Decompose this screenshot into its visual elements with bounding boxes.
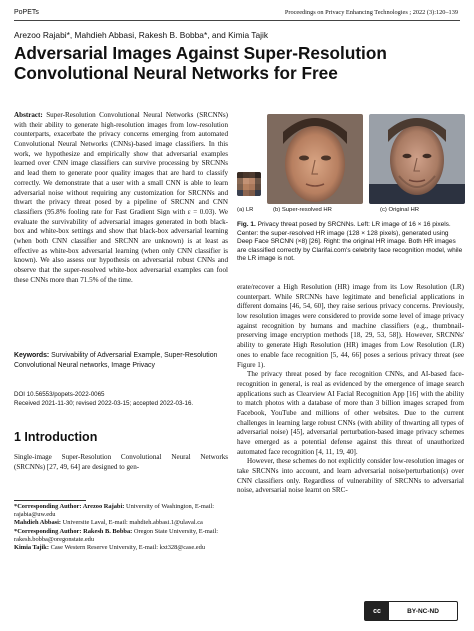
keywords-text: Survivability of Adversarial Example, Super-Resolution Convolutional Neural networks, Image Privacy	[14, 352, 218, 369]
original-face-image	[369, 114, 465, 204]
caption-label: Fig. 1.	[237, 221, 256, 228]
footnote-item	[14, 503, 228, 519]
journal-reference: Proceedings on Privacy Enhancing Technologies ; 2022 (3):120–139	[284, 9, 458, 16]
author-list: Arezoo Rajabi*, Mahdieh Abbasi, Rakesh B. Bobba*, and Kimia Tajik	[14, 30, 269, 40]
abstract-label: Abstract:	[14, 111, 43, 119]
super-resolved-face-image	[267, 114, 363, 204]
keywords	[14, 351, 228, 370]
body-paragraph: erate/recover a High Resolution (HR) image from its Low Resolution (LR) counterpart. While SRCNNs have legitimate and beneficial applications in different domains [46, 54, 60], they raise serious privacy concerns. Previously, low resolution images were considered to provide some level of image privacy against recognition by humans and machine classifiers (e.g., thumbnail-preserving image encryption methods [18, 29, 53, 58]). However, SRCNNs' ability to generate High Resolution (HR) images from Low Resolution (LR) ones to enable face recognition [5, 44, 66] poses a serious privacy threat (see Figure 1).	[237, 283, 464, 369]
footnote-affiliation: University of Washington, E-mail: rajabia@uw.edu	[14, 503, 215, 519]
abstract-text: Super-Resolution Convolutional Neural Networks (SRCNNs) with their ability to generate high-resolution images from low-resolution counterparts, exacerbate the privacy concerns emerging from automated Convolutional Neural Networks (CNNs)-based image classifiers. In this work, we hypothesize and empirically show that adversarial examples learned over CNN image classifiers can survive processing by SRCNNs and lead them to generate poor quality images that are hard to classify correctly. We demonstrate that a user with a small CNN is able to learn adversarial noise without requiring any customization for SRCNNs and thwart the privacy threat posed by a pipeline of SRCNN and CNN classifiers (95.8% fooling rate for Fast Gradient Sign with ε = 0.03). We evaluate the survivability of adversarial images generated in both black-box and white-box settings and show that black-box adversarial learning (when both CNN classifier and SRCNN are unknown) is at least as effective as white-box adversarial learning (when only CNN classifier is known). We also assess our hypothesis on adversarial robust CNNs and observe that the super-resolved white-box adversarial examples can fool these CNNs more than 71.5% of the time.	[14, 111, 228, 284]
section-heading-introduction: 1 Introduction	[14, 430, 98, 444]
body-paragraph: However, these schemes do not explicitly consider low-resolution images or take SRCNNs into account, and learn adversarial noise/perturbation(s) over CNN classifiers only. Regardless of vulnerability of SRCNNs to adversarial noise, adversarial noise learnt on SRC-	[237, 457, 464, 495]
footnote-rule	[14, 500, 86, 501]
doi[interactable]: DOI 10.56553/popets-2022-0065	[14, 391, 105, 398]
footnote-affiliation: Universite Laval, E-mail: mahdieh.abbasi.1@ulaval.ca	[61, 519, 203, 527]
figure-1	[237, 114, 465, 204]
subcaption-original: (c) Original HR	[380, 207, 419, 213]
paper-title: Adversarial Images Against Super-Resolution Convolutional Neural Networks for Free	[14, 43, 387, 83]
dates: Received 2021-11-30; revised 2022-03-15; accepted 2022-03-16.	[14, 400, 194, 407]
footnote-author-name: *Corresponding Author: Rakesh B. Bobba:	[14, 527, 133, 535]
footnote-affiliation: Oregon State University, E-mail: rakesh.bobba@oregonstate.edu	[14, 527, 218, 543]
abstract	[14, 111, 228, 285]
lr-face-image	[237, 172, 261, 196]
footnote-author-name: Mahdieh Abbasi:	[14, 519, 62, 527]
caption-text: Privacy threat posed by SRCNNs. Left: LR image of 16 × 16 pixels. Center: the super-resolved HR image (128 × 128 pixels), generated using Deep Face SRCNN (×8) [26]. Right: the original HR image. Both HR images are classified correctly by Clarifai.com's celebrity face recognition model, while the LR image is not.	[237, 221, 463, 263]
footnote-author-name: Kimia Tajik:	[14, 544, 49, 552]
cc-icon: cc	[365, 602, 389, 620]
figure-caption	[237, 221, 463, 264]
header-rule	[14, 20, 460, 21]
right-column-body	[237, 283, 464, 496]
author-footnotes	[14, 503, 228, 552]
footnote-item	[14, 544, 228, 552]
journal-logo: PoPETs	[14, 9, 39, 16]
subcaption-lr: (a) LR	[237, 207, 254, 213]
publication-info	[14, 390, 193, 408]
introduction-text: Single-image Super-Resolution Convolutional Neural Networks (SRCNNs) [27, 49, 64] are designed to gen-	[14, 453, 228, 471]
subcaption-super-resolved: (b) Super-resolved HR	[273, 207, 332, 213]
footnote-item	[14, 528, 228, 544]
keywords-label: Keywords:	[14, 352, 50, 359]
license-terms: BY-NC-ND	[407, 607, 439, 615]
footnote-author-name: *Corresponding Author: Arezoo Rajabi:	[14, 503, 125, 510]
footnote-item	[14, 519, 228, 527]
body-paragraph: The privacy threat posed by face recognition CNNs, and AI-based face-recognition in general, is real as evidenced by the emergence of image search applications such as Clearview AI Facial Recognition App [16] with the ability to match photos with a database of more than 3 billion images scraped from Facebook, YouTube and millions of other websites. Due to the current challenges in learning large robust CNNs (with ability of thwarting all types of adversarial noise) [45], adversarial perturbation-based image privacy schemes have emerged as a potential defense against this threat of unauthorized automated face recognition [4, 11, 19, 40].	[237, 370, 464, 456]
license-badge[interactable]	[364, 601, 458, 621]
footnote-affiliation: Case Western Reserve University, E-mail: kxt328@case.edu	[48, 544, 206, 552]
